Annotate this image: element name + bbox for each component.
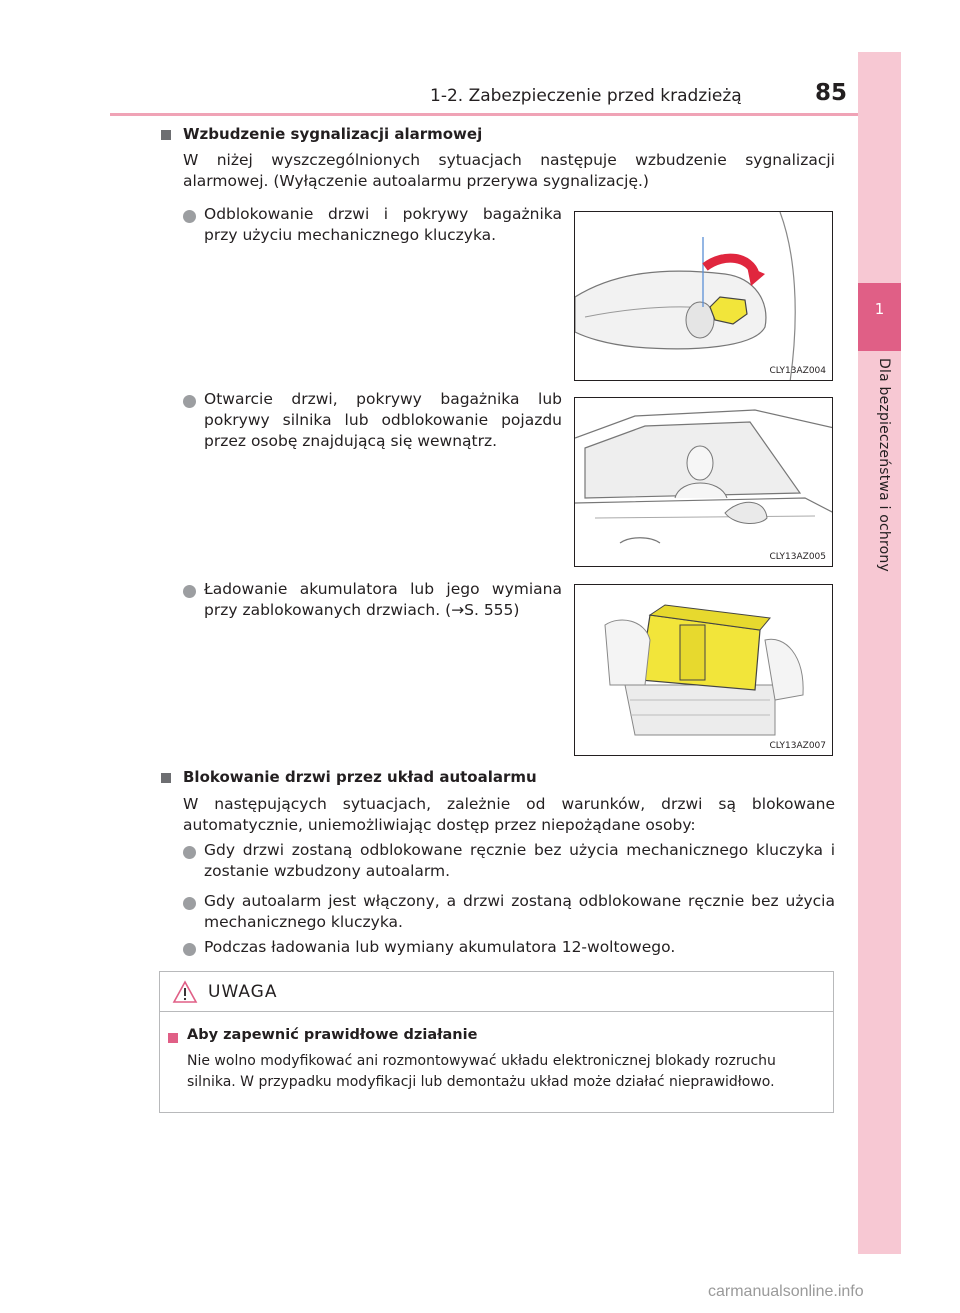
list-item: Gdy drzwi zostaną odblokowane ręcznie bez użycia mechanicznego kluczyka i zostanie wzbudzony autoalarm. xyxy=(204,841,835,880)
list-item: Ładowanie akumulatora lub jego wymiana przy zablokowanych drzwiach. (→S. 555) xyxy=(204,580,562,619)
battery-illustration xyxy=(575,585,833,756)
section-intro-alarm: W niżej wyszczególnionych sytuacjach następuje wzbudzenie sygnalizacji alarmowej. (Wyłączenie autoalarmu przerywa sygnalizację.) xyxy=(183,151,835,190)
figure-person-inside-car xyxy=(574,397,833,567)
caution-title: Aby zapewnić prawidłowe działanie xyxy=(187,1027,478,1043)
section-intro-door-lock: W następujących sytuacjach, zależnie od warunków, drzwi są blokowane automatycznie, uniemożliwiając dostęp przez niepożądane osoby: xyxy=(183,795,835,834)
bullet-dot-icon xyxy=(183,897,196,910)
bullet-dot-icon xyxy=(183,943,196,956)
warning-triangle-icon xyxy=(172,980,198,1004)
figure-code: CLY13AZ005 xyxy=(769,552,826,562)
figure-code: CLY13AZ004 xyxy=(769,366,826,376)
figure-code: CLY13AZ007 xyxy=(769,741,826,751)
page-number: 85 xyxy=(815,80,848,106)
caution-label: UWAGA xyxy=(208,982,278,1002)
section-square-icon xyxy=(161,130,171,140)
section-square-icon xyxy=(161,773,171,783)
page-header-title: 1-2. Zabezpieczenie przed kradzieżą xyxy=(430,86,742,106)
car-interior-illustration xyxy=(575,398,833,567)
door-handle-illustration xyxy=(575,212,833,381)
bullet-dot-icon xyxy=(183,585,196,598)
list-item: Gdy autoalarm jest włączony, a drzwi zostaną odblokowane ręcznie bez użycia mechanicznego kluczyka. xyxy=(204,892,835,931)
caution-square-icon xyxy=(168,1033,178,1043)
watermark: carmanualsonline.info xyxy=(708,1283,864,1300)
bullet-dot-icon xyxy=(183,395,196,408)
section-title-door-lock: Blokowanie drzwi przez układ autoalarmu xyxy=(183,768,537,786)
list-item: Podczas ładowania lub wymiany akumulatora 12-woltowego. xyxy=(204,938,676,956)
figure-battery xyxy=(574,584,833,756)
list-item: Otwarcie drzwi, pokrywy bagażnika lub pokrywy silnika lub odblokowanie pojazdu przez osobę znajdującą się wewnątrz. xyxy=(204,390,562,450)
section-title-alarm: Wzbudzenie sygnalizacji alarmowej xyxy=(183,125,483,143)
caution-box xyxy=(159,971,834,1113)
caution-body: Nie wolno modyfikować ani rozmontowywać układu elektronicznej blokady rozruchu silnika. W przypadku modyfikacji lub demontażu układ może działać nieprawidłowo. xyxy=(187,1053,776,1090)
list-item: Odblokowanie drzwi i pokrywy bagażnika przy użyciu mechanicznego kluczyka. xyxy=(204,205,562,244)
chapter-label: Dla bezpieczeństwa i ochrony xyxy=(876,358,892,572)
side-tab-strip xyxy=(858,52,901,1254)
chapter-number: 1 xyxy=(874,300,885,318)
header-divider xyxy=(110,113,858,116)
caution-header xyxy=(160,972,833,1012)
figure-door-handle-key xyxy=(574,211,833,381)
bullet-dot-icon xyxy=(183,210,196,223)
bullet-dot-icon xyxy=(183,846,196,859)
